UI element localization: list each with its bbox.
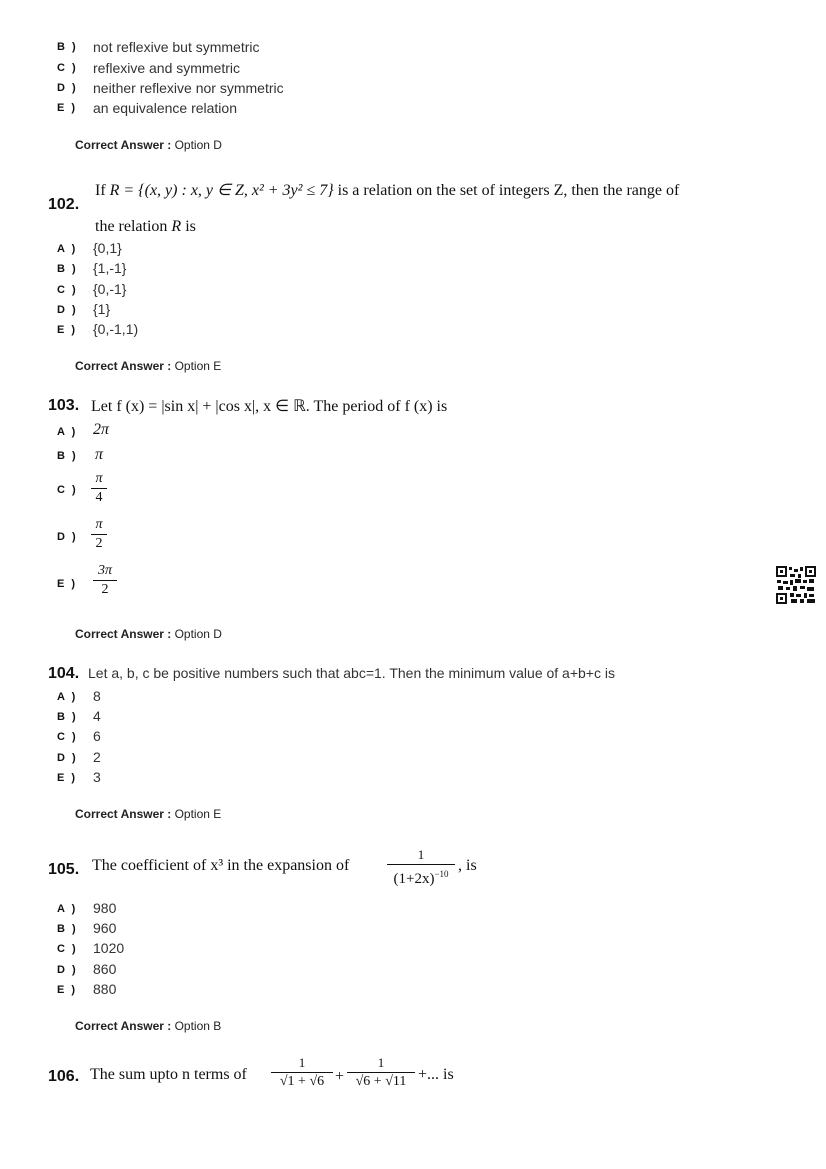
option-label: E ) [57, 772, 78, 784]
stem-text: , then the range of [563, 182, 680, 199]
option-text: {0,-1,1) [93, 321, 139, 337]
option-label: C ) [57, 943, 78, 955]
stem-text: is [185, 218, 196, 235]
option-label: D ) [57, 531, 78, 543]
question-number: 102. [48, 196, 80, 213]
question-number: 104. [48, 665, 80, 682]
question-fraction [386, 846, 456, 888]
option-text: not reflexive but symmetric [93, 39, 260, 55]
option-label: A ) [57, 426, 78, 438]
option-text: an equivalence relation [93, 100, 237, 116]
question-number: 106. [48, 1068, 80, 1085]
option-text: 980 [93, 900, 117, 916]
option-text: {1} [93, 301, 111, 317]
correct-answer-label: Correct Answer : [75, 627, 172, 641]
fraction-denominator: 2 [95, 536, 103, 551]
option-label: E ) [57, 578, 78, 590]
correct-answer-label: Correct Answer : [75, 359, 172, 373]
correct-answer [75, 138, 222, 152]
stem-text: If [95, 182, 106, 199]
option-text: 4 [93, 708, 101, 724]
correct-answer-value: Option E [174, 359, 222, 373]
option-label: D ) [57, 752, 78, 764]
correct-answer-label: Correct Answer : [75, 807, 172, 821]
fraction-denominator: 4 [95, 490, 103, 505]
option-label: B ) [57, 263, 78, 275]
term-fraction [346, 1054, 416, 1091]
option-text: neither reflexive nor symmetric [93, 80, 284, 96]
correct-answer-value: Option E [174, 807, 222, 821]
correct-answer-label: Correct Answer : [75, 138, 172, 152]
option-text: 6 [93, 728, 101, 744]
correct-answer [75, 807, 221, 821]
option-label: B ) [57, 41, 78, 53]
correct-answer-value: Option D [174, 138, 222, 152]
fraction-denominator: 2 [101, 582, 109, 597]
question-number: 103. [48, 397, 80, 414]
fraction-numerator: 3π [97, 563, 112, 578]
option-label: B ) [57, 711, 78, 723]
question-stem: The coefficient of x³ in the expansion of [92, 857, 350, 874]
correct-answer [75, 627, 222, 641]
plus-sign: + [335, 1068, 345, 1085]
option-label: C ) [57, 484, 78, 496]
option-label: E ) [57, 102, 78, 114]
fraction-numerator: π [95, 471, 103, 486]
fraction-numerator: 1 [417, 847, 425, 862]
stem-text: is a relation on the set of integers [337, 182, 550, 199]
question-stem-line2 [95, 218, 196, 236]
option-fraction [90, 516, 108, 553]
option-text: {0,1} [93, 240, 122, 256]
option-text: 2π [93, 421, 110, 438]
option-fraction [92, 562, 118, 599]
option-label: C ) [57, 62, 78, 74]
option-text: {1,-1} [93, 260, 127, 276]
stem-math: R = {(x, y) : x, y ∈ Z, x² + 3y² ≤ 7} [109, 182, 334, 199]
fraction-denominator: √6 + √11 [355, 1074, 407, 1089]
fraction-numerator: 1 [298, 1055, 306, 1070]
fraction-numerator: 1 [377, 1055, 385, 1070]
stem-math: R [171, 218, 182, 235]
stem-math: Z [553, 182, 564, 199]
stem-text: the relation [95, 218, 168, 235]
correct-answer [75, 1019, 221, 1033]
option-text: 960 [93, 920, 117, 936]
option-fraction [90, 470, 108, 507]
fraction-base: (1+2x) [393, 871, 435, 887]
option-label: A ) [57, 691, 78, 703]
option-label: C ) [57, 284, 78, 296]
qr-code-icon [776, 566, 816, 604]
option-text: π [95, 446, 104, 463]
fraction-numerator: π [95, 517, 103, 532]
fraction-denominator: √1 + √6 [279, 1074, 325, 1089]
option-text: 860 [93, 961, 117, 977]
fraction-exponent: −10 [434, 869, 449, 879]
question-stem [95, 180, 679, 200]
option-label: C ) [57, 731, 78, 743]
option-label: A ) [57, 243, 78, 255]
fraction-denominator [386, 865, 456, 888]
correct-answer-label: Correct Answer : [75, 1019, 172, 1033]
question-stem-end: +... is [418, 1066, 454, 1083]
question-stem: The sum upto n terms of [90, 1066, 247, 1083]
option-text: 2 [93, 749, 101, 765]
option-label: D ) [57, 82, 78, 94]
question-stem: Let f (x) = |sin x| + |cos x|, x ∈ ℝ. The period of f (x) is [91, 398, 448, 415]
correct-answer [75, 359, 221, 373]
option-text: 8 [93, 688, 101, 704]
question-stem: Let a, b, c be positive numbers such that abc=1. Then the minimum value of a+b+c is [88, 665, 615, 681]
option-label: D ) [57, 964, 78, 976]
option-label: B ) [57, 923, 78, 935]
option-text: {0,-1} [93, 281, 127, 297]
option-label: E ) [57, 984, 78, 996]
option-label: B ) [57, 450, 78, 462]
option-label: E ) [57, 324, 78, 336]
correct-answer-value: Option D [174, 627, 222, 641]
option-text: 3 [93, 769, 101, 785]
option-text: reflexive and symmetric [93, 60, 241, 76]
term-fraction [270, 1054, 334, 1091]
option-label: A ) [57, 903, 78, 915]
question-stem-end: , is [458, 857, 477, 874]
option-label: D ) [57, 304, 78, 316]
question-number: 105. [48, 861, 80, 878]
correct-answer-value: Option B [174, 1019, 222, 1033]
option-text: 880 [93, 981, 117, 997]
option-text: 1020 [93, 940, 125, 956]
